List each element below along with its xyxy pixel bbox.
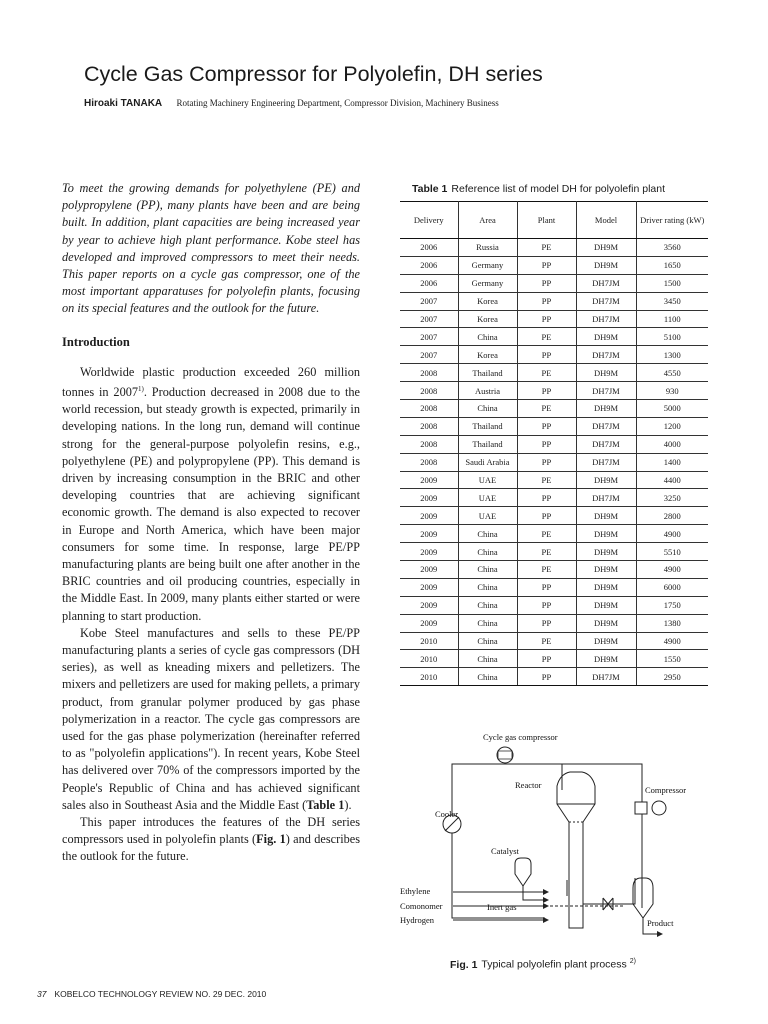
table-row (400, 417, 708, 435)
cell-driver-rating: 3250 (636, 489, 708, 507)
cell-driver-rating: 930 (636, 382, 708, 400)
cell-area: China (458, 614, 517, 632)
cell-area: Thailand (458, 364, 517, 382)
cell-plant: PP (517, 256, 576, 274)
cell-delivery: 2006 (400, 274, 458, 292)
figure-reference: Fig. 1 (256, 832, 286, 847)
cell-plant: PE (517, 400, 576, 418)
cell-area: UAE (458, 489, 517, 507)
intro-paragraph-3 (62, 814, 360, 866)
label-ethylene: Ethylene (400, 886, 431, 896)
cell-delivery: 2008 (400, 400, 458, 418)
cell-plant: PP (517, 596, 576, 614)
cell-driver-rating: 1100 (636, 310, 708, 328)
cell-model: DH7JM (576, 453, 636, 471)
cell-delivery: 2008 (400, 435, 458, 453)
paper-title: Cycle Gas Compressor for Polyolefin, DH series (84, 62, 543, 86)
table-body (400, 239, 708, 686)
cell-model: DH9M (576, 471, 636, 489)
cell-delivery: 2009 (400, 543, 458, 561)
table-row (400, 596, 708, 614)
cell-delivery: 2009 (400, 489, 458, 507)
intro-paragraph-1 (62, 364, 360, 625)
reactor-vessel (557, 772, 595, 928)
catalyst-vessel (515, 858, 531, 886)
cell-delivery: 2006 (400, 239, 458, 257)
cell-model: DH7JM (576, 489, 636, 507)
cell-area: UAE (458, 507, 517, 525)
left-column (62, 180, 360, 866)
table-row (400, 632, 708, 650)
cell-delivery: 2008 (400, 364, 458, 382)
cell-area: Germany (458, 274, 517, 292)
table-row (400, 543, 708, 561)
table-header-row (400, 202, 708, 239)
table-row (400, 256, 708, 274)
cell-plant: PP (517, 614, 576, 632)
cell-driver-rating: 1650 (636, 256, 708, 274)
cell-model: DH7JM (576, 435, 636, 453)
cell-plant: PE (517, 364, 576, 382)
label-hydrogen: Hydrogen (400, 915, 434, 925)
intro-p1-text: Worldwide plastic production exceeded 260 million tonnes in 2007 (62, 364, 360, 399)
intro-p3-text-cont: ) and describes the outlook for the future. (62, 832, 361, 864)
cell-plant: PE (517, 525, 576, 543)
cell-area: Russia (458, 239, 517, 257)
table-row (400, 310, 708, 328)
intro-p1-text-cont: . Production decreased in 2008 due to the world recession, but steady growth is expected, primarily in developing nations. In the long run, demand will continue strong for the general-purpose polyolefin resins, e.g., polyethylene (PE) and polypropylene (PP). This demand is driven by increasing consumption in the BRIC and other developing countries that are achieving significant economic growth. The demand is also expected to recover in Europe and North America, which have been major consumers for some time. In response, large PE/PP manufacturing plants are being built one after another in the BRIC countries and oil producing countries, especially in the Middle East. In 2009, many plants either started or were planning to start production. (62, 384, 360, 623)
cell-delivery: 2006 (400, 256, 458, 274)
cell-driver-rating: 1550 (636, 650, 708, 668)
cell-area: China (458, 543, 517, 561)
cell-delivery: 2009 (400, 507, 458, 525)
header-plant: Plant (517, 202, 576, 239)
label-product: Product (647, 918, 674, 928)
cell-driver-rating: 2950 (636, 668, 708, 686)
table-caption-label: Table 1 (412, 183, 448, 195)
cell-driver-rating: 6000 (636, 578, 708, 596)
cell-area: China (458, 400, 517, 418)
cell-driver-rating: 1750 (636, 596, 708, 614)
cell-plant: PP (517, 489, 576, 507)
cell-delivery: 2009 (400, 471, 458, 489)
table-caption (412, 183, 665, 195)
cell-area: China (458, 328, 517, 346)
cell-plant: PP (517, 274, 576, 292)
cell-delivery: 2009 (400, 596, 458, 614)
cell-area: Thailand (458, 435, 517, 453)
cell-area: Korea (458, 310, 517, 328)
author-name: Hiroaki TANAKA (84, 98, 163, 109)
table-row (400, 435, 708, 453)
label-cooler: Cooler (435, 809, 459, 819)
cell-plant: PP (517, 435, 576, 453)
cell-driver-rating: 4900 (636, 525, 708, 543)
cooler-loop-line (452, 764, 562, 918)
cell-model: DH7JM (576, 274, 636, 292)
cell-model: DH7JM (576, 310, 636, 328)
table-row (400, 453, 708, 471)
author-affiliation: Rotating Machinery Engineering Department, Compressor Division, Machinery Business (176, 98, 499, 108)
citation-1: 1) (138, 384, 144, 393)
intro-paragraph-2 (62, 625, 360, 814)
catalyst-feed-line (523, 886, 543, 900)
cell-driver-rating: 1200 (636, 417, 708, 435)
cell-driver-rating: 1380 (636, 614, 708, 632)
table-row (400, 668, 708, 686)
abstract: To meet the growing demands for polyethylene (PE) and polypropylene (PP), many plants have been and are being built. In addition, plant capacities are being increased year by year to achieve high plant performance. Kobe steel has developed and improved compressors to meet their needs. This paper reports on a cycle gas compressor, one of the most important apparatuses for polyolefin plants, focusing on its special features and the outlook for the future. (62, 181, 360, 316)
table-row (400, 489, 708, 507)
page-footer (37, 989, 266, 999)
cycle-gas-compressor-icon (497, 747, 513, 763)
table-row (400, 239, 708, 257)
cell-model: DH9M (576, 239, 636, 257)
cell-area: China (458, 632, 517, 650)
cell-area: China (458, 650, 517, 668)
cell-area: China (458, 596, 517, 614)
table-row (400, 382, 708, 400)
cell-model: DH9M (576, 525, 636, 543)
cell-driver-rating: 4000 (636, 435, 708, 453)
cell-area: Thailand (458, 417, 517, 435)
header-delivery: Delivery (400, 202, 458, 239)
compressor-icon (635, 801, 666, 815)
page-number: 37 (37, 989, 47, 999)
cell-delivery: 2009 (400, 614, 458, 632)
cell-plant: PP (517, 292, 576, 310)
compressor-line (567, 810, 642, 908)
cell-driver-rating: 4550 (636, 364, 708, 382)
cell-plant: PE (517, 239, 576, 257)
cell-area: China (458, 561, 517, 579)
cell-model: DH9M (576, 632, 636, 650)
cell-model: DH9M (576, 364, 636, 382)
cell-driver-rating: 5100 (636, 328, 708, 346)
cell-driver-rating: 5000 (636, 400, 708, 418)
cell-driver-rating: 1400 (636, 453, 708, 471)
intro-p2-text-cont: ). (344, 797, 352, 812)
cell-area: Saudi Arabia (458, 453, 517, 471)
label-comonomer: Comonomer (400, 901, 443, 911)
cell-delivery: 2008 (400, 417, 458, 435)
cell-plant: PP (517, 382, 576, 400)
cell-area: China (458, 578, 517, 596)
intro-p3-text: This paper introduces the features of the DH series compressors used in polyolefin plants ( (62, 815, 360, 847)
introduction-heading: Introduction (62, 334, 130, 349)
cell-driver-rating: 3450 (636, 292, 708, 310)
cell-model: DH9M (576, 561, 636, 579)
product-line (583, 878, 635, 904)
cell-driver-rating: 2800 (636, 507, 708, 525)
cell-model: DH9M (576, 543, 636, 561)
figure-caption-text: Typical polyolefin plant process (481, 958, 627, 971)
table-row (400, 471, 708, 489)
cell-model: DH7JM (576, 292, 636, 310)
cell-delivery: 2009 (400, 578, 458, 596)
cell-plant: PE (517, 561, 576, 579)
figure-caption-label: Fig. 1 (450, 958, 478, 971)
table-row (400, 561, 708, 579)
journal-name: KOBELCO TECHNOLOGY REVIEW NO. 29 DEC. 2010 (54, 989, 267, 999)
process-diagram (395, 728, 715, 952)
label-cycle-gas-compressor: Cycle gas compressor (483, 732, 558, 742)
cell-delivery: 2007 (400, 292, 458, 310)
table-row (400, 274, 708, 292)
cell-model: DH9M (576, 614, 636, 632)
cell-driver-rating: 1300 (636, 346, 708, 364)
cell-delivery: 2010 (400, 650, 458, 668)
cell-model: DH9M (576, 596, 636, 614)
table-reference: Table 1 (306, 797, 345, 812)
author-line (84, 98, 499, 109)
cell-area: Germany (458, 256, 517, 274)
cycle-gas-line (562, 764, 642, 898)
cell-driver-rating: 4900 (636, 561, 708, 579)
cell-area: Korea (458, 346, 517, 364)
cell-plant: PP (517, 578, 576, 596)
table-row (400, 328, 708, 346)
cell-model: DH7JM (576, 346, 636, 364)
cell-model: DH9M (576, 650, 636, 668)
cell-driver-rating: 1500 (636, 274, 708, 292)
cell-plant: PE (517, 471, 576, 489)
figure-citation: 2) (629, 958, 636, 965)
cell-plant: PE (517, 632, 576, 650)
table-row (400, 525, 708, 543)
table-row (400, 346, 708, 364)
cell-delivery: 2010 (400, 668, 458, 686)
cell-delivery: 2009 (400, 561, 458, 579)
cell-delivery: 2008 (400, 453, 458, 471)
table-row (400, 400, 708, 418)
header-model: Model (576, 202, 636, 239)
figure-caption (450, 958, 636, 971)
cell-plant: PE (517, 328, 576, 346)
table-row (400, 364, 708, 382)
table-row (400, 614, 708, 632)
cell-plant: PP (517, 650, 576, 668)
cell-area: Austria (458, 382, 517, 400)
cell-delivery: 2007 (400, 328, 458, 346)
intro-p2-text: Kobe Steel manufactures and sells to these PE/PP manufacturing plants a series of cycle gas compressors (DH series), as well as kneading mixers and pelletizers. The mixers and pelletizers are used for making pellets, a primary product, from granular polymer produced by gas phase polymerization in a reactor. The cycle gas compressors are used for the gas phase polymerization (hereinafter referred to as "polyolefin applications"). In recent years, Kobe Steel has delivered over 70% of the compressors imported by the People's Republic of China and has achieved significant sales also in Southeast Asia and the Middle East ( (62, 625, 360, 812)
cell-plant: PP (517, 346, 576, 364)
cell-delivery: 2010 (400, 632, 458, 650)
table-row (400, 650, 708, 668)
cell-driver-rating: 5510 (636, 543, 708, 561)
table-row (400, 507, 708, 525)
cell-area: China (458, 525, 517, 543)
cell-plant: PP (517, 668, 576, 686)
table-caption-text: Reference list of model DH for polyolefin plant (451, 183, 666, 195)
cell-model: DH7JM (576, 668, 636, 686)
cell-driver-rating: 3560 (636, 239, 708, 257)
cell-driver-rating: 4900 (636, 632, 708, 650)
cell-plant: PE (517, 543, 576, 561)
cell-model: DH9M (576, 400, 636, 418)
header-driver-rating: Driver rating (kW) (636, 202, 708, 239)
cell-plant: PP (517, 310, 576, 328)
label-compressor: Compressor (645, 785, 687, 795)
cell-area: UAE (458, 471, 517, 489)
cell-plant: PP (517, 507, 576, 525)
reference-table (400, 201, 708, 686)
table-row (400, 292, 708, 310)
cell-area: China (458, 668, 517, 686)
table-row (400, 578, 708, 596)
cell-model: DH9M (576, 256, 636, 274)
cell-model: DH9M (576, 578, 636, 596)
label-catalyst: Catalyst (491, 846, 519, 856)
cell-area: Korea (458, 292, 517, 310)
cell-delivery: 2007 (400, 346, 458, 364)
cell-driver-rating: 4400 (636, 471, 708, 489)
cell-delivery: 2008 (400, 382, 458, 400)
cell-model: DH9M (576, 507, 636, 525)
cell-plant: PP (517, 453, 576, 471)
cell-plant: PP (517, 417, 576, 435)
cell-delivery: 2007 (400, 310, 458, 328)
header-area: Area (458, 202, 517, 239)
cell-delivery: 2009 (400, 525, 458, 543)
cell-model: DH7JM (576, 382, 636, 400)
cell-model: DH9M (576, 328, 636, 346)
cell-model: DH7JM (576, 417, 636, 435)
product-separator (633, 878, 653, 918)
label-inert-gas: Inert gas (487, 902, 517, 912)
label-reactor: Reactor (515, 780, 542, 790)
